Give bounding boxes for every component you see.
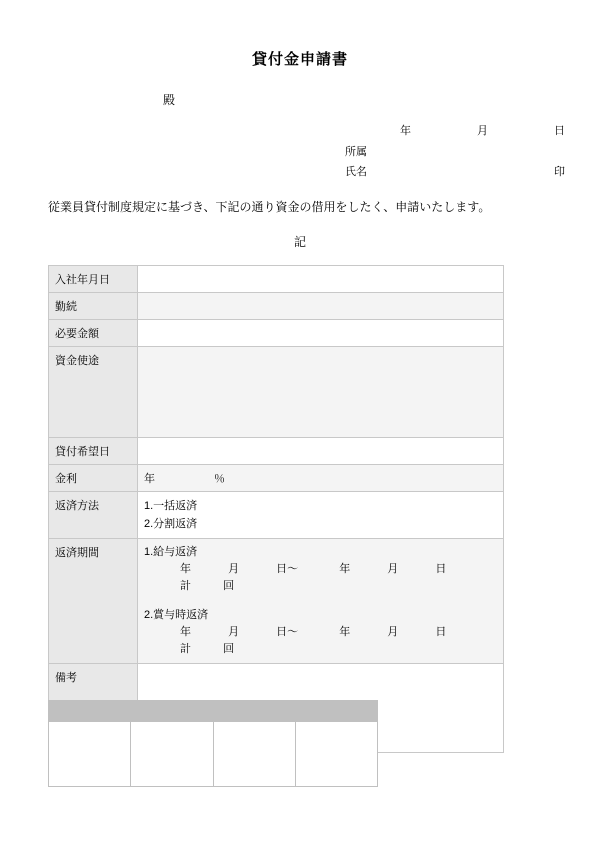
row-label-hire-date: 入社年月日: [49, 266, 138, 293]
affiliation-label: 所属: [345, 146, 367, 158]
repay-term-salary: [144, 544, 497, 658]
term1-day-from-label: 日～: [276, 563, 299, 575]
row-value-purpose[interactable]: [138, 347, 504, 438]
addressee-suffix: 殿: [163, 93, 176, 107]
row-value-interest[interactable]: [138, 465, 504, 492]
repay-term-salary-fields: [144, 561, 497, 595]
term1-year-label: 年: [180, 563, 191, 575]
term1-day2-label: 日: [435, 563, 447, 575]
term-spacer: [144, 595, 497, 607]
approval-body-cell-2[interactable]: [131, 722, 213, 787]
table-row: [49, 539, 504, 664]
approval-header-row: [49, 701, 378, 722]
interest-percent-label: ％: [214, 473, 225, 485]
approval-header-cell-1: [49, 701, 131, 722]
term2-day2-label: 日: [435, 626, 447, 638]
term1-times-label: 回: [223, 580, 235, 592]
row-value-tenure[interactable]: [138, 293, 504, 320]
approval-body-row: [49, 722, 378, 787]
term2-month-label: 月: [228, 626, 240, 638]
table-row: [49, 320, 504, 347]
table-row: [49, 492, 504, 539]
term2-month2-label: 月: [387, 626, 399, 638]
application-table: [48, 265, 504, 753]
row-label-desired-date: 貸付希望日: [49, 438, 138, 465]
table-row: [49, 347, 504, 438]
approval-header-cell-3: [213, 701, 295, 722]
approval-header-cell-2: [131, 701, 213, 722]
term2-total-label: 計: [180, 643, 191, 655]
approval-body-cell-3[interactable]: [213, 722, 295, 787]
repay-term-bonus-title: 2.賞与時返済: [144, 609, 209, 621]
approval-body-cell-1[interactable]: [49, 722, 131, 787]
seal-label: 印: [554, 166, 565, 178]
repay-option-lump[interactable]: 1.一括返済: [144, 500, 198, 512]
term2-year-label: 年: [180, 626, 191, 638]
table-row: [49, 438, 504, 465]
date-day-label: 日: [554, 125, 565, 137]
name-row: [345, 163, 565, 179]
term1-year2-label: 年: [339, 563, 351, 575]
interest-year-label: 年: [144, 473, 155, 485]
term1-total-label: 計: [180, 580, 191, 592]
term1-month2-label: 月: [387, 563, 399, 575]
row-value-hire-date[interactable]: [138, 266, 504, 293]
repay-term-salary-title: 1.給与返済: [144, 546, 198, 558]
term2-year2-label: 年: [339, 626, 351, 638]
date-year-label: 年: [400, 125, 411, 137]
table-row: [49, 293, 504, 320]
row-label-tenure: 勤続: [49, 293, 138, 320]
table-row: [49, 266, 504, 293]
row-label-purpose: 資金使途: [49, 347, 138, 438]
date-row: [400, 122, 565, 138]
term2-day-from-label: 日～: [276, 626, 299, 638]
row-value-repay-term[interactable]: [138, 539, 504, 664]
interest-fields: [144, 470, 497, 486]
approval-body-cell-4[interactable]: [295, 722, 377, 787]
row-label-amount: 必要金額: [49, 320, 138, 347]
name-label: 氏名: [345, 166, 367, 178]
date-month-label: 月: [477, 125, 488, 137]
repay-option-installment[interactable]: 2.分割返済: [144, 518, 198, 530]
row-label-interest: 金利: [49, 465, 138, 492]
approval-header-cell-4: [295, 701, 377, 722]
ki-mark: 記: [293, 235, 306, 249]
repay-term-bonus-fields: [144, 624, 497, 658]
row-label-repay-method: 返済方法: [49, 492, 138, 539]
approval-table: [48, 700, 378, 787]
row-label-remarks: 備考: [49, 664, 138, 753]
affiliation-row: [345, 143, 565, 159]
row-value-amount[interactable]: [138, 320, 504, 347]
table-row: [49, 465, 504, 492]
page-title: 貸付金申請書: [251, 51, 348, 68]
row-value-repay-method[interactable]: [138, 492, 504, 539]
lead-text: 従業員貸付制度規定に基づき、下記の通り資金の借用をしたく、申請いたします。: [48, 200, 491, 214]
row-value-desired-date[interactable]: [138, 438, 504, 465]
term1-month-label: 月: [228, 563, 240, 575]
row-label-repay-term: 返済期間: [49, 539, 138, 664]
term2-times-label: 回: [223, 643, 235, 655]
